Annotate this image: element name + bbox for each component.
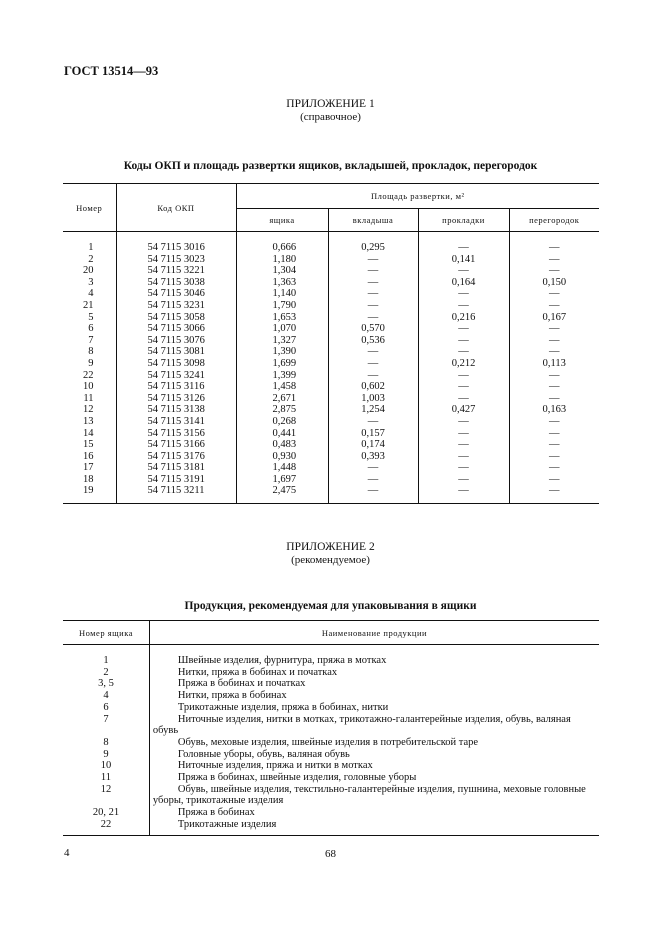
table-row [63, 667, 599, 679]
insert-area: 0,570 [328, 323, 418, 335]
box-number: 1 [63, 645, 149, 667]
insert-area: 1,254 [328, 404, 418, 416]
product-name: Ниточные изделия, пряжа и нитки в мотках [177, 760, 373, 772]
partition-area: 0,113 [542, 357, 566, 369]
table-row [63, 714, 599, 737]
okp-code: 54 7115 3191 [116, 474, 236, 486]
row-number: 1 [63, 232, 116, 254]
box-area: 1,399 [236, 370, 328, 382]
row-number: 8 [63, 346, 116, 358]
insert-area: 0,536 [328, 335, 418, 347]
gasket-area: — [418, 393, 509, 405]
row-number: 19 [63, 485, 116, 503]
gasket-area: — [418, 300, 509, 312]
table-row [63, 462, 599, 474]
partition-area: — [549, 427, 560, 439]
row-number: 2 [63, 254, 116, 266]
insert-area: — [328, 485, 418, 503]
box-number: 20, 21 [63, 807, 149, 819]
gasket-area: 0,216 [418, 312, 509, 324]
table-row [63, 265, 599, 277]
table-row [63, 370, 599, 382]
column-header-partition: перегородок [509, 209, 599, 232]
product-name: Трикотажные изделия, пряжа в бобинах, нитки [177, 701, 389, 713]
box-area: 1,697 [236, 474, 328, 486]
table-row [63, 784, 599, 807]
table-row [63, 323, 599, 335]
gasket-area: — [418, 416, 509, 428]
box-area: 0,666 [236, 232, 328, 254]
product-name: Обувь, меховые изделия, швейные изделия в потребительской таре [177, 736, 479, 748]
box-area: 2,875 [236, 404, 328, 416]
box-number: 12 [63, 784, 149, 807]
table-row [63, 312, 599, 324]
partition-area: — [549, 242, 560, 253]
appendix1-note: (справочное) [300, 111, 361, 123]
partition-area: — [549, 439, 560, 451]
column-header-area: Площадь развертки, м² [236, 184, 599, 209]
table-row [63, 819, 599, 835]
insert-area: 0,393 [328, 451, 418, 463]
okp-code: 54 7115 3126 [116, 393, 236, 405]
table-row [63, 381, 599, 393]
insert-area: 0,157 [328, 428, 418, 440]
table-row [63, 416, 599, 428]
row-number: 17 [63, 462, 116, 474]
insert-area: — [328, 416, 418, 428]
partition-area: — [549, 288, 560, 300]
okp-code: 54 7115 3221 [116, 265, 236, 277]
product-cell [149, 702, 599, 714]
row-number: 22 [63, 370, 116, 382]
product-cell [149, 749, 599, 761]
insert-area: 0,602 [328, 381, 418, 393]
insert-area: — [328, 474, 418, 486]
okp-code: 54 7115 3166 [116, 439, 236, 451]
box-area: 1,363 [236, 277, 328, 289]
partition-area: — [549, 253, 560, 265]
table-row [63, 288, 599, 300]
products-table [63, 620, 599, 836]
insert-area: — [328, 462, 418, 474]
partition-area: 0,163 [542, 404, 567, 416]
box-area: 2,475 [236, 485, 328, 503]
column-header-product-name: Наименование продукции [149, 621, 599, 645]
partition-area: — [549, 323, 560, 335]
gasket-area: 0,212 [418, 358, 509, 370]
product-name: Пряжа в бобинах, швейные изделия, головные уборы [177, 772, 417, 784]
table-row [63, 393, 599, 405]
partition-area: — [549, 299, 560, 311]
box-area: 0,483 [236, 439, 328, 451]
row-number: 4 [63, 288, 116, 300]
table-row [63, 277, 599, 289]
product-name: Головные уборы, обувь, валяная обувь [177, 748, 350, 760]
gasket-area: — [418, 346, 509, 358]
table-row [63, 678, 599, 690]
appendix1-table-title: Коды ОКП и площадь развертки ящиков, вкладышей, прокладок, перегородок [123, 160, 538, 172]
box-area: 1,070 [236, 323, 328, 335]
column-header-box: ящика [236, 209, 328, 232]
product-cell [149, 760, 599, 772]
table-row [63, 451, 599, 463]
okp-code: 54 7115 3076 [116, 335, 236, 347]
appendix2-table-title: Продукция, рекомендуемая для упаковывания в ящики [184, 600, 477, 612]
okp-code: 54 7115 3176 [116, 451, 236, 463]
insert-area: 0,295 [328, 232, 418, 254]
box-number: 9 [63, 749, 149, 761]
okp-code: 54 7115 3023 [116, 254, 236, 266]
box-number: 4 [63, 690, 149, 702]
box-area: 1,180 [236, 254, 328, 266]
table-row [63, 232, 599, 254]
box-number: 8 [63, 737, 149, 749]
product-cell [149, 678, 599, 690]
table-row [63, 485, 599, 503]
product-cell [149, 667, 599, 679]
table-row [63, 428, 599, 440]
table-row [63, 346, 599, 358]
table-row [63, 645, 599, 667]
gasket-area: — [418, 439, 509, 451]
document-code: ГОСТ 13514—93 [64, 64, 159, 78]
column-header-code: Код ОКП [116, 184, 236, 232]
row-number: 15 [63, 439, 116, 451]
box-area: 1,653 [236, 312, 328, 324]
partition-area: — [549, 265, 560, 277]
partition-area: — [549, 450, 560, 462]
box-area: 1,790 [236, 300, 328, 312]
table-row [63, 772, 599, 784]
insert-area: — [328, 358, 418, 370]
appendix2-note: (рекомендуемое) [291, 554, 370, 566]
box-number: 2 [63, 667, 149, 679]
product-cell [149, 690, 599, 702]
partition-area: — [549, 473, 560, 485]
okp-code: 54 7115 3046 [116, 288, 236, 300]
box-area: 0,268 [236, 416, 328, 428]
row-number: 3 [63, 277, 116, 289]
okp-code: 54 7115 3231 [116, 300, 236, 312]
insert-area: — [328, 300, 418, 312]
okp-code: 54 7115 3181 [116, 462, 236, 474]
okp-codes-table [63, 183, 599, 504]
product-name: Пряжа в бобинах и початках [177, 678, 306, 690]
box-number: 6 [63, 702, 149, 714]
gasket-area: — [418, 485, 509, 503]
insert-area: — [328, 254, 418, 266]
box-number: 7 [63, 714, 149, 737]
row-number: 7 [63, 335, 116, 347]
box-area: 0,930 [236, 451, 328, 463]
column-header-gasket: прокладки [418, 209, 509, 232]
insert-area: — [328, 346, 418, 358]
gasket-area: — [418, 381, 509, 393]
column-header-number: Номер [63, 184, 116, 232]
table-row [63, 737, 599, 749]
row-number: 18 [63, 474, 116, 486]
table-row [63, 335, 599, 347]
okp-code: 54 7115 3211 [116, 485, 236, 503]
row-number: 14 [63, 428, 116, 440]
product-cell [149, 714, 599, 737]
gasket-area: 0,141 [418, 254, 509, 266]
table-row [63, 807, 599, 819]
row-number: 5 [63, 312, 116, 324]
okp-code: 54 7115 3156 [116, 428, 236, 440]
partition-area: — [549, 369, 560, 381]
row-number: 20 [63, 265, 116, 277]
appendix1-title: ПРИЛОЖЕНИЕ 1 [286, 98, 375, 110]
gasket-area: — [418, 462, 509, 474]
table-row [63, 404, 599, 416]
product-name: Обувь, швейные изделия, текстильно-галантерейные изделия, пушнина, меховые головные уборы, трикотажные изделия [152, 783, 586, 807]
partition-area: — [549, 462, 560, 474]
okp-code: 54 7115 3141 [116, 416, 236, 428]
box-number: 11 [63, 772, 149, 784]
insert-area: 0,174 [328, 439, 418, 451]
partition-area: — [549, 392, 560, 404]
column-header-insert: вкладыша [328, 209, 418, 232]
okp-code: 54 7115 3038 [116, 277, 236, 289]
gasket-area: — [418, 335, 509, 347]
row-number: 21 [63, 300, 116, 312]
row-number: 16 [63, 451, 116, 463]
product-name: Нитки, пряжа в бобинах и початках [177, 666, 338, 678]
box-area: 1,448 [236, 462, 328, 474]
gasket-area: — [418, 232, 509, 254]
product-name: Пряжа в бобинах [177, 807, 255, 819]
page-side-number: 4 [64, 847, 70, 859]
row-number: 10 [63, 381, 116, 393]
okp-code: 54 7115 3066 [116, 323, 236, 335]
table-row [63, 760, 599, 772]
table-row [63, 690, 599, 702]
partition-area: — [549, 381, 560, 393]
product-cell [149, 807, 599, 819]
insert-area: 1,003 [328, 393, 418, 405]
okp-code: 54 7115 3138 [116, 404, 236, 416]
table-row [63, 254, 599, 266]
column-header-box-number: Номер ящика [63, 621, 149, 645]
okp-code: 54 7115 3098 [116, 358, 236, 370]
page-number: 68 [325, 848, 336, 860]
table-row [63, 749, 599, 761]
table-row [63, 474, 599, 486]
row-number: 12 [63, 404, 116, 416]
box-area: 2,671 [236, 393, 328, 405]
partition-area: — [549, 485, 560, 497]
partition-area: — [549, 334, 560, 346]
table-row [63, 358, 599, 370]
okp-code: 54 7115 3081 [116, 346, 236, 358]
row-number: 6 [63, 323, 116, 335]
gasket-area: — [418, 265, 509, 277]
product-name: Ниточные изделия, нитки в мотках, трикотажно-галантерейные изделия, обувь, валяная обувь [152, 713, 571, 737]
box-number: 22 [63, 819, 149, 835]
insert-area: — [328, 265, 418, 277]
okp-code: 54 7115 3241 [116, 370, 236, 382]
table-row [63, 702, 599, 714]
box-area: 1,304 [236, 265, 328, 277]
row-number: 13 [63, 416, 116, 428]
insert-area: — [328, 277, 418, 289]
product-name: Нитки, пряжа в бобинах [177, 690, 287, 702]
partition-area: — [549, 346, 560, 358]
okp-code: 54 7115 3016 [116, 232, 236, 254]
product-cell [149, 645, 599, 667]
product-cell [149, 772, 599, 784]
gasket-area: — [418, 428, 509, 440]
gasket-area: 0,164 [418, 277, 509, 289]
product-cell [149, 784, 599, 807]
insert-area: — [328, 288, 418, 300]
insert-area: — [328, 312, 418, 324]
box-area: 1,699 [236, 358, 328, 370]
box-area: 1,390 [236, 346, 328, 358]
gasket-area: — [418, 323, 509, 335]
box-area: 1,327 [236, 335, 328, 347]
product-cell [149, 819, 599, 835]
partition-area: 0,150 [542, 276, 567, 288]
box-area: 1,458 [236, 381, 328, 393]
row-number: 11 [63, 393, 116, 405]
product-name: Трикотажные изделия [177, 818, 277, 830]
table-row [63, 300, 599, 312]
box-number: 3, 5 [63, 678, 149, 690]
product-name: Швейные изделия, фурнитура, пряжа в мотках [177, 655, 387, 666]
product-cell [149, 737, 599, 749]
gasket-area: — [418, 474, 509, 486]
box-area: 0,441 [236, 428, 328, 440]
okp-code: 54 7115 3058 [116, 312, 236, 324]
box-area: 1,140 [236, 288, 328, 300]
table-row [63, 439, 599, 451]
insert-area: — [328, 370, 418, 382]
gasket-area: — [418, 288, 509, 300]
appendix2-title: ПРИЛОЖЕНИЕ 2 [286, 541, 375, 553]
gasket-area: — [418, 370, 509, 382]
gasket-area: — [418, 451, 509, 463]
okp-code: 54 7115 3116 [116, 381, 236, 393]
row-number: 9 [63, 358, 116, 370]
gasket-area: 0,427 [418, 404, 509, 416]
box-number: 10 [63, 760, 149, 772]
partition-area: 0,167 [542, 311, 567, 323]
partition-area: — [549, 415, 560, 427]
